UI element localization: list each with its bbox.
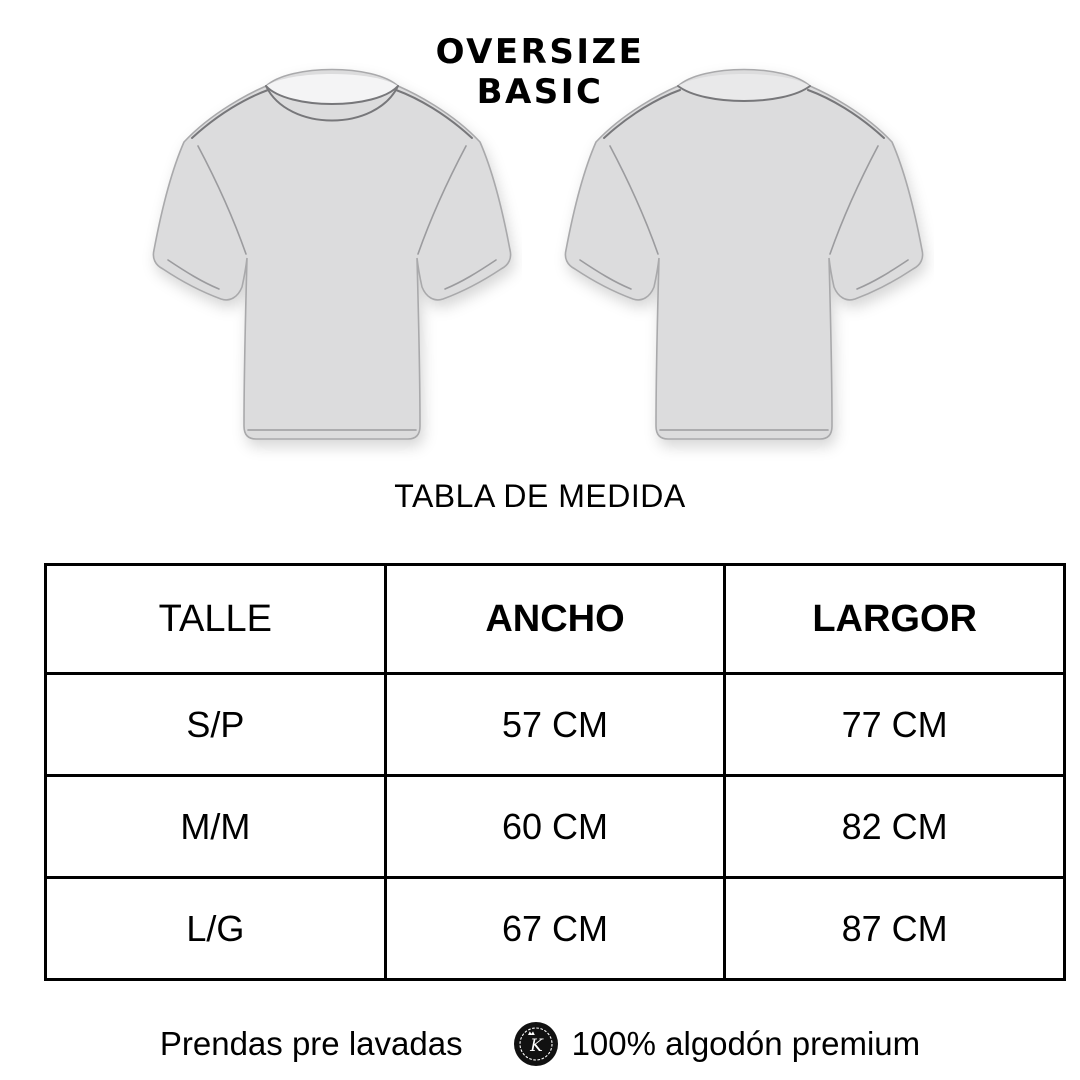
- size-cell: M/M: [46, 776, 386, 878]
- cotton-note-group: [513, 1021, 921, 1067]
- col-header-talle: TALLE: [46, 565, 386, 674]
- tshirt-front-illustration: [142, 46, 522, 466]
- length-cell: 82 CM: [725, 776, 1065, 878]
- col-header-largor: LARGOR: [725, 565, 1065, 674]
- col-header-ancho: ANCHO: [385, 565, 725, 674]
- tshirt-back-illustration: [554, 46, 934, 466]
- tshirt-front-drawing: [142, 46, 522, 466]
- table-row-lg: [46, 878, 1065, 980]
- length-cell: 87 CM: [725, 878, 1065, 980]
- title-line-2: BASIC: [476, 72, 604, 112]
- crown-k-monogram-icon: [513, 1021, 559, 1067]
- tshirt-back-drawing: [554, 46, 934, 466]
- title-line-1: OVERSIZE: [435, 32, 645, 72]
- table-heading: TABLA DE MEDIDA: [394, 478, 686, 514]
- table-header-row: [46, 565, 1065, 674]
- width-cell: 57 CM: [385, 674, 725, 776]
- table-row-mm: [46, 776, 1065, 878]
- prewashed-note: Prendas pre lavadas: [159, 1025, 463, 1062]
- size-table: [44, 563, 1066, 981]
- width-cell: 67 CM: [385, 878, 725, 980]
- footer-notes: [0, 1014, 1080, 1074]
- svg-text:K: K: [529, 1036, 543, 1056]
- size-cell: S/P: [46, 674, 386, 776]
- length-cell: 77 CM: [725, 674, 1065, 776]
- cotton-note: 100% algodón premium: [571, 1025, 921, 1062]
- width-cell: 60 CM: [385, 776, 725, 878]
- table-row-sp: [46, 674, 1065, 776]
- size-cell: L/G: [46, 878, 386, 980]
